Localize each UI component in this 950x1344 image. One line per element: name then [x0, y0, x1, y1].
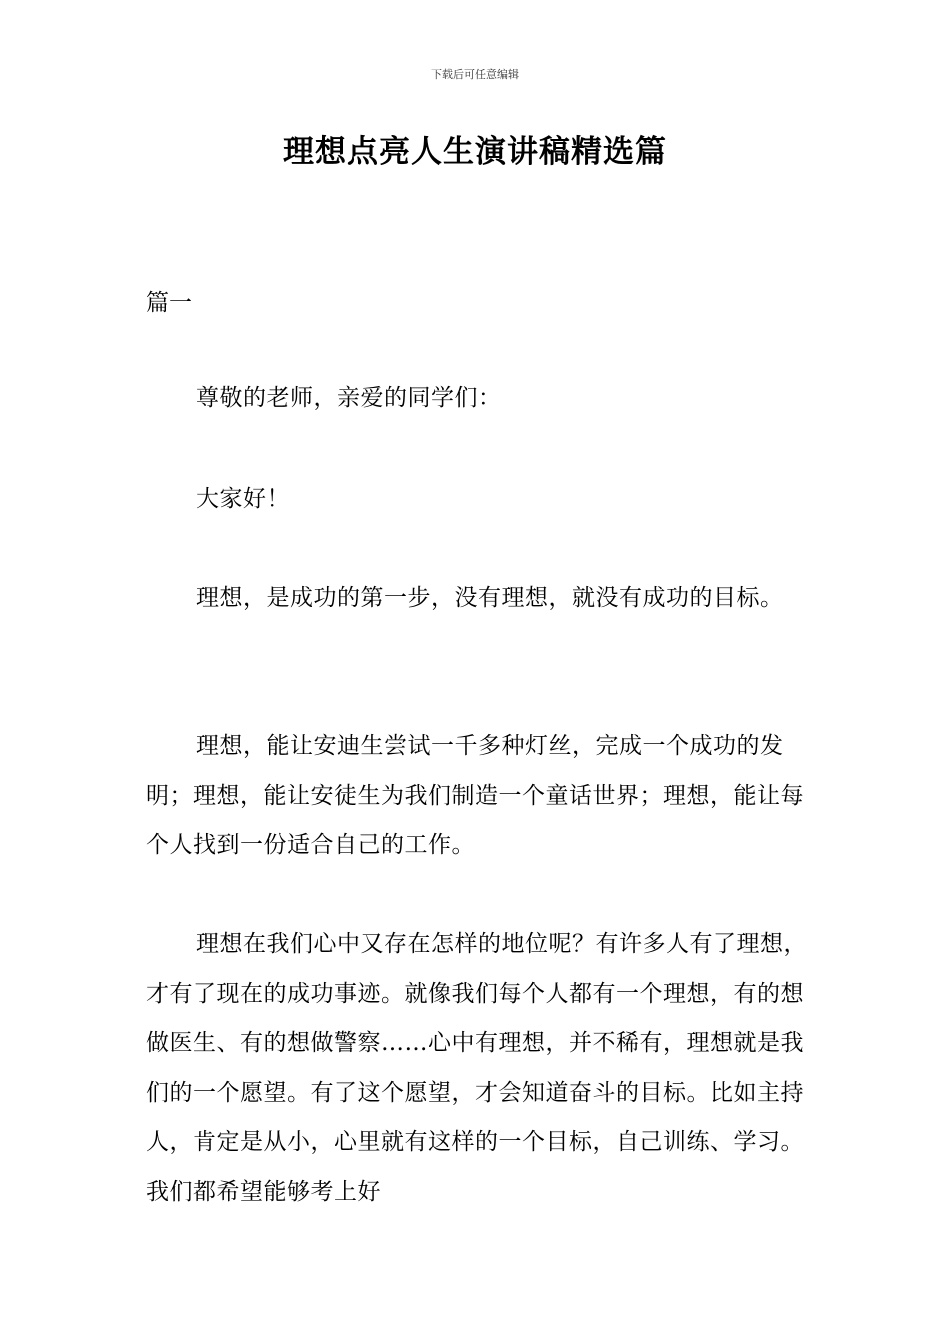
page-title: 理想点亮人生演讲稿精选篇 [283, 134, 667, 170]
paragraph-greeting: 尊敬的老师，亲爱的同学们： [196, 385, 502, 411]
paragraph-ideal-position: 理想在我们心中又存在怎样的地位呢？有许多人有了理想，才有了现在的成功事迹。就像我们每个人都有一个理想，有的想做医生、有的想做警察……心中有理想，并不稀有，理想就是我们的一个愿望。有了这个愿望，才会知道奋斗的目标。比如主持人，肯定是从小，心里就有这样的一个目标，自己训练、学习。我们都希望能够考上好 [146, 931, 807, 1205]
paragraph-ideal-first-step: 理想，是成功的第一步，没有理想，就没有成功的目标。 [196, 585, 784, 611]
header-note: 下载后可任意编辑 [431, 68, 519, 81]
paragraph-hello: 大家好！ [196, 486, 290, 512]
paragraph-ideal-examples: 理想，能让安迪生尝试一千多种灯丝，完成一个成功的发明；理想，能让安徒生为我们制造一个童话世界；理想，能让每个人找到一份适合自己的工作。 [146, 733, 804, 859]
section-label: 篇一 [146, 290, 192, 316]
